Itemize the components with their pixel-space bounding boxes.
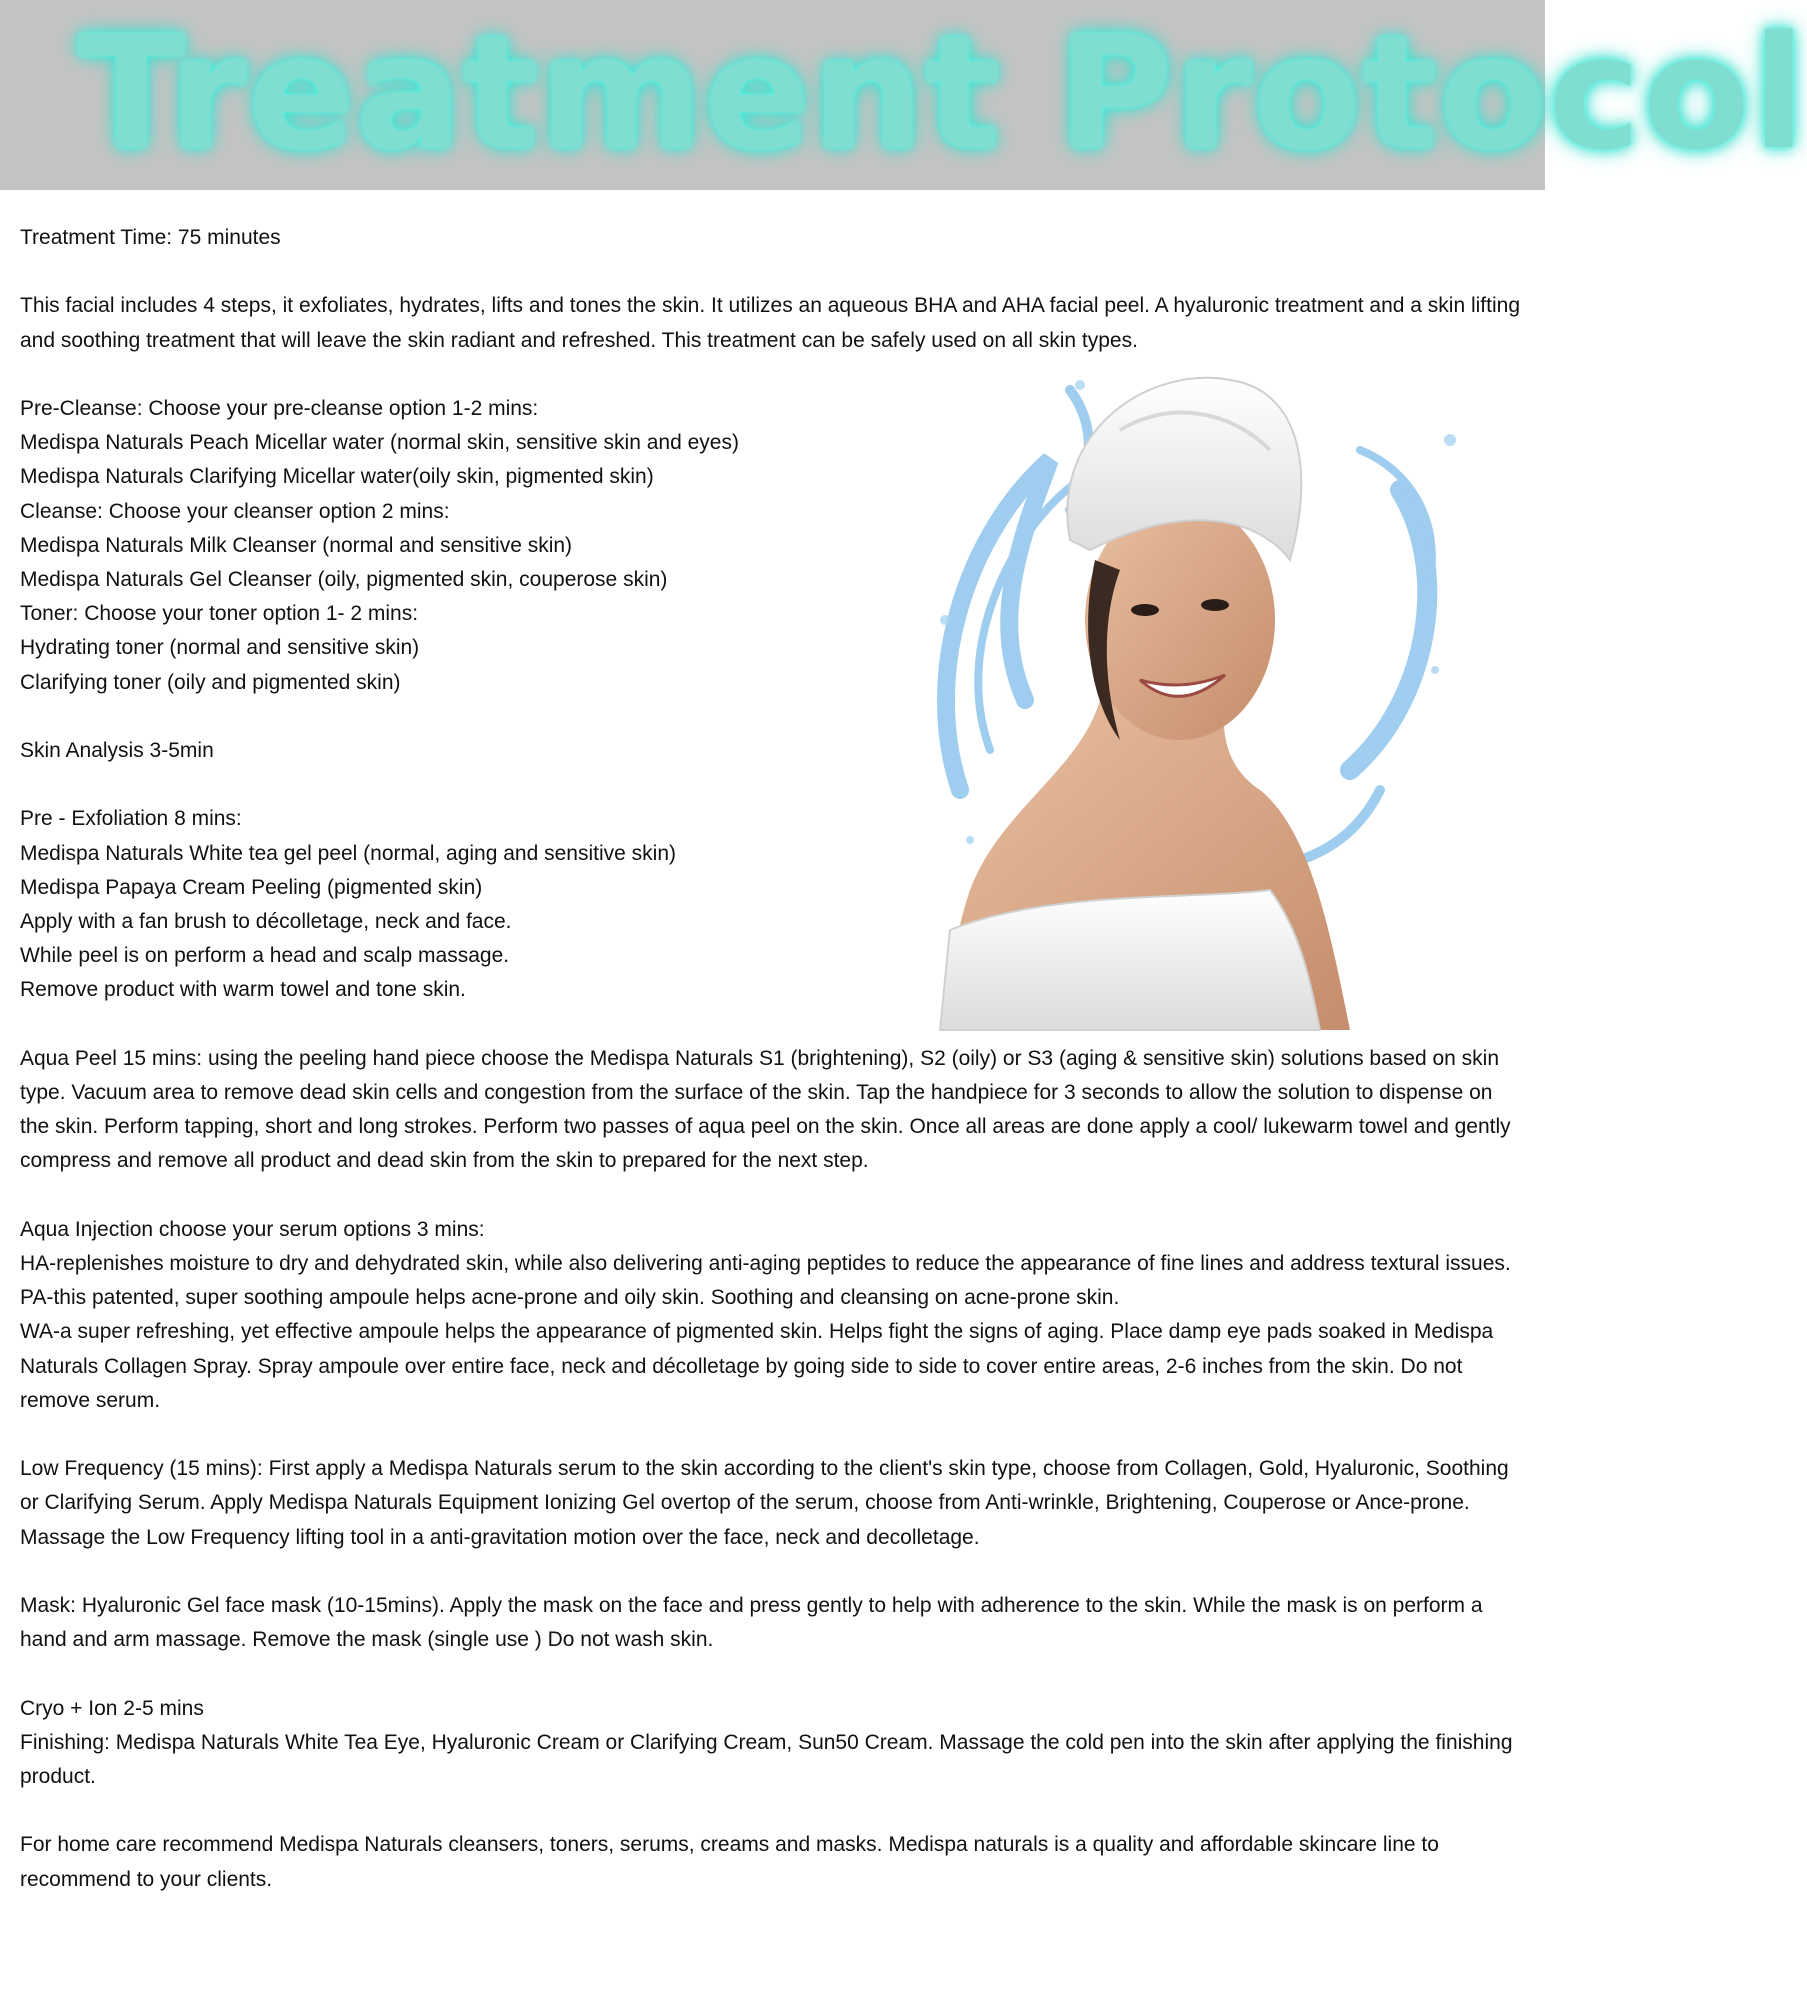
aqua-injection-wa: WA-a super refreshing, yet effective ampoule helps the appearance of pigmented skin. Helps fight the signs of aging. Place damp eye pads soaked in Medispa Naturals Collagen Spray. Spray ampoule over entire face, neck and décolletage by going side to side to cover entire areas, 2-6 inches from the skin. Do not remove serum.: [20, 1320, 1494, 1412]
prep-line: Clarifying toner (oily and pigmented skin): [20, 670, 401, 694]
cryo-ion-line: Cryo + Ion 2-5 mins: [20, 1696, 204, 1720]
skin-analysis: Skin Analysis 3-5min: [20, 739, 214, 762]
prep-line: Medispa Naturals Peach Micellar water (normal skin, sensitive skin and eyes): [20, 431, 739, 455]
aqua-injection-section: [20, 1213, 1525, 1418]
finishing-line: Finishing: Medispa Naturals White Tea Eye, Hyaluronic Cream or Clarifying Cream, Sun50 Cream. Massage the cold pen into the skin after applying the finishing product.: [20, 1730, 1513, 1788]
exfoliation-line: Pre - Exfoliation 8 mins:: [20, 807, 242, 831]
low-frequency-section: Low Frequency (15 mins): First apply a Medispa Naturals serum to the skin according to the client's skin type, choose from Collagen, Gold, Hyaluronic, Soothing or Clarifying Serum. Apply Medispa Naturals Equipment Ionizing Gel overtop of the serum, choose from Anti-wrinkle, Brightening, Couperose or Ance-prone. Massage the Low Frequency lifting tool in a anti-gravitation motion over the face, neck and decolletage.: [20, 1457, 1509, 1549]
finishing-section: [20, 1692, 1525, 1795]
exfoliation-section: [20, 802, 920, 1007]
aqua-peel-section: Aqua Peel 15 mins: using the peeling hand piece choose the Medispa Naturals S1 (brightening), S2 (oily) or S3 (aging & sensitive skin) solutions based on skin type. Vacuum area to remove dead skin cells and congestion from the surface of the skin. Tap the handpiece for 3 seconds to allow the solution to dispense on the skin. Perform tapping, short and long strokes. Perform two passes of aqua peel on the skin. Once all areas are done apply a cool/ lukewarm towel and gently compress and remove all product and dead skin from the skin to prepared for the next step.: [20, 1046, 1511, 1173]
header-banner: [0, 0, 1807, 190]
exfoliation-line: Apply with a fan brush to décolletage, neck and face.: [20, 910, 512, 933]
exfoliation-line: While peel is on perform a head and scalp massage.: [20, 944, 510, 968]
prep-section: [20, 392, 920, 700]
prep-line: Medispa Naturals Clarifying Micellar water(oily skin, pigmented skin): [20, 465, 654, 489]
exfoliation-line: Medispa Papaya Cream Peeling (pigmented skin): [20, 875, 483, 899]
exfoliation-line: Remove product with warm towel and tone skin.: [20, 978, 466, 1002]
prep-line: Medispa Naturals Gel Cleanser (oily, pigmented skin, couperose skin): [20, 568, 668, 591]
prep-line: Cleanse: Choose your cleanser option 2 mins:: [20, 499, 450, 523]
home-care-section: For home care recommend Medispa Naturals cleansers, toners, serums, creams and masks. Medispa naturals is a quality and affordable skincare line to recommend to your clients.: [20, 1833, 1439, 1891]
prep-line: Hydrating toner (normal and sensitive skin): [20, 636, 420, 660]
protocol-content: [20, 221, 1525, 1897]
exfoliation-line: Medispa Naturals White tea gel peel (normal, aging and sensitive skin): [20, 841, 676, 865]
prep-line: Pre-Cleanse: Choose your pre-cleanse option 1-2 mins:: [20, 396, 539, 420]
prep-line: Medispa Naturals Milk Cleanser (normal and sensitive skin): [20, 533, 573, 557]
prep-line: Toner: Choose your toner option 1- 2 mins:: [20, 602, 419, 626]
treatment-time: Treatment Time: 75 minutes: [20, 226, 281, 249]
aqua-injection-heading: Aqua Injection choose your serum options 3 mins:: [20, 1217, 485, 1241]
mask-section: Mask: Hyaluronic Gel face mask (10-15mins). Apply the mask on the face and press gently to help with adherence to the skin. While the mask is on perform a hand and arm massage. Remove the mask (single use ) Do not wash skin.: [20, 1594, 1483, 1652]
aqua-injection-pa: PA-this patented, super soothing ampoule helps acne-prone and oily skin. Soothing and cleansing on acne-prone skin.: [20, 1286, 1120, 1310]
page-title: Treatment Protocol: [78, 2, 1807, 184]
aqua-injection-ha: HA-replenishes moisture to dry and dehydrated skin, while also delivering anti-aging peptides to reduce the appearance of fine lines and address textural issues.: [20, 1252, 1511, 1275]
treatment-description: This facial includes 4 steps, it exfoliates, hydrates, lifts and tones the skin. It utilizes an aqueous BHA and AHA facial peel. A hyaluronic treatment and a skin lifting and soothing treatment that will leave the skin radiant and refreshed. This treatment can be safely used on all skin types.: [20, 294, 1521, 352]
